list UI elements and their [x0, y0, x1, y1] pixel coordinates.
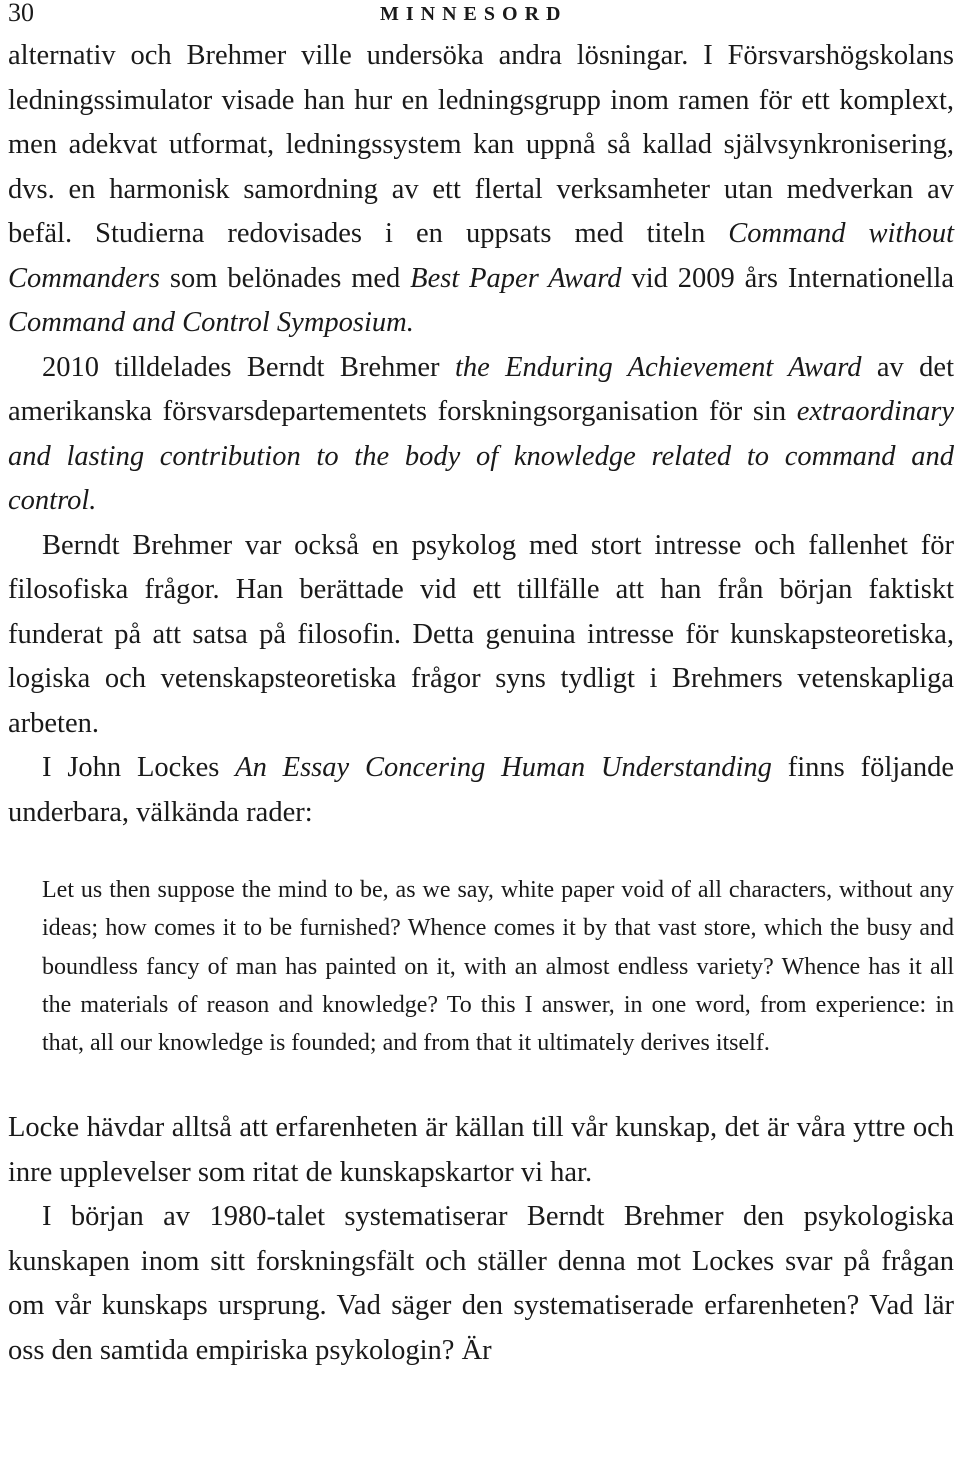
award-name: Best Paper Award: [410, 262, 622, 294]
running-head: [8, 0, 954, 34]
paragraph-2-text: 2010 tilldelades Berndt Brehmer: [42, 351, 455, 383]
achievement-award: the Enduring Achievement Award: [454, 351, 862, 383]
paragraph-5: [8, 1106, 954, 1195]
paragraph-1-text: alternativ och Brehmer ville undersöka andra lösningar. I Försvarshögskolans ledningssimulator visade han hur en ledningsgrupp inom ramen för ett komplext, men adekvat utformat, ledningssystem kan uppnå så kallad självsynkronisering, dvs. en harmonisk samordning av ett flertal verksamheter utan medverkan av befäl. Studierna redovisades i en uppsats med titeln: [8, 40, 954, 249]
paragraph-6-text: I början av 1980-talet systematiserar Berndt Brehmer den psykologiska kunskapen inom sitt forskningsfält och ställer denna mot Lockes svar på frågan om vår kunskaps ursprung. Vad säger den systematiserade erfarenheten? Vad lär oss den samtida empiriska psykologin? Är: [8, 1201, 954, 1366]
symposium-name: Command and Control Symposium.: [8, 307, 414, 338]
paragraph-4-text: I John Lockes: [42, 752, 236, 783]
essay-title: An Essay Concering Human Understanding: [235, 752, 772, 783]
paragraph-4: [8, 746, 954, 835]
paragraph-5-text: Locke hävdar alltså att erfarenheten är källan till vår kunskap, det är våra yttre och inre upplevelser som ritat de kunskapskartor vi har.: [8, 1112, 954, 1188]
page-number: 30: [8, 0, 34, 27]
paragraph-1-text-3: vid 2009 års Internationella: [621, 262, 954, 294]
award-citation: extraordinary and lasting contribution to the body of knowledge related to command and control.: [8, 396, 954, 516]
paragraph-1-text-2: som belönades med: [160, 262, 411, 294]
paper-title: Command without Commanders: [8, 218, 955, 294]
paragraph-4-text-2: finns följande underbara, välkända rader:: [8, 752, 954, 828]
block-quote: [42, 871, 954, 1062]
running-head-title: MINNESORD: [380, 3, 568, 25]
paragraph-3-text: Berndt Brehmer var också en psykolog med stort intresse och fallenhet för filosofiska frågor. Han berättade vid ett tillfälle att han från början faktiskt funderat på att satsa på filosofin. Detta genuina intresse för kunskapsteoretiska, logiska och vetenskapsteoretiska frågor syns tydligt i Brehmers vetenskapliga arbeten.: [8, 529, 954, 739]
document-page: [8, 0, 954, 1373]
paragraph-6: [8, 1195, 954, 1373]
body-text: [8, 34, 954, 835]
paragraph-2: [8, 346, 954, 524]
paragraph-1: [8, 34, 954, 346]
paragraph-2-text-2: av det amerikanska försvarsdepartementets forskningsorganisation för sin: [8, 351, 954, 427]
paragraph-3: [8, 524, 954, 747]
locke-quote-text: Let us then suppose the mind to be, as we say, white paper void of all characters, without any ideas; how comes it to be furnished? Whence comes it by that vast store, which the busy and boundless fancy of man has painted on it, with an almost endless variety? Whence has it all the materials of reason and knowledge? To this I answer, in one word, from experience: in that, all our knowledge is founded; and from that it ultimately derives itself.: [42, 877, 954, 1057]
closing-text: [8, 1106, 954, 1373]
